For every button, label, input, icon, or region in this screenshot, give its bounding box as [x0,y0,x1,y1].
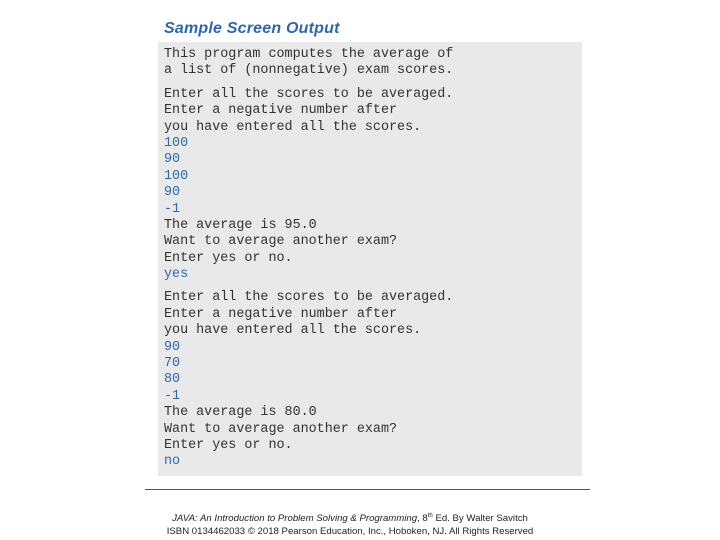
console-output-line: Enter a negative number after [164,103,398,119]
console-output-line: Enter all the scores to be averaged. [164,290,454,306]
console-user-input-line: 70 [164,356,181,372]
console-lines [164,47,453,471]
console-user-input-line: 90 [164,185,181,201]
console-output-line: The average is 95.0 [164,217,317,233]
console-output-line: This program computes the average of [164,47,454,62]
console-output-line: Enter yes or no. [164,437,293,453]
console-user-input-line: 80 [164,372,181,388]
console-user-input-line: -1 [164,388,181,404]
footer-edition-suffix: th [427,513,433,519]
console-output-line: you have entered all the scores. [164,323,422,339]
console-user-input-line: 100 [164,135,189,151]
footer-copyright: ISBN 0134462033 © 2018 Pearson Education, Inc., Hoboken, NJ. All Rights Reserved [166,526,534,537]
footer-citation [140,513,560,524]
console-output-line: Enter all the scores to be averaged. [164,86,454,102]
console-output-line: Want to average another exam? [164,421,398,437]
footer-book-title: JAVA: An Introduction to Problem Solving & Programming [172,513,418,524]
console-user-input-line: yes [164,267,189,283]
console-output-line: The average is 80.0 [164,405,317,421]
console-user-input-line: -1 [164,201,181,217]
console-user-input-line: 100 [164,168,189,184]
console-output-line: you have entered all the scores. [164,119,422,135]
console-user-input-line: 90 [164,339,181,355]
console-user-input-line: 90 [164,152,181,168]
console-output-line: Want to average another exam? [164,234,398,250]
footer-separator: , [417,513,423,524]
footer-edition-number: 8 [422,513,428,524]
console-output-line: Enter yes or no. [164,250,293,266]
console-output-line: a list of (nonnegative) exam scores. [164,63,454,79]
console-output-panel [158,42,582,476]
console-output-line: Enter a negative number after [164,306,398,322]
sample-output-heading: Sample Screen Output [164,20,340,37]
console-user-input-line: no [164,454,181,470]
footer-divider [145,489,590,490]
footer-edition-author: Ed. By Walter Savitch [432,513,528,524]
